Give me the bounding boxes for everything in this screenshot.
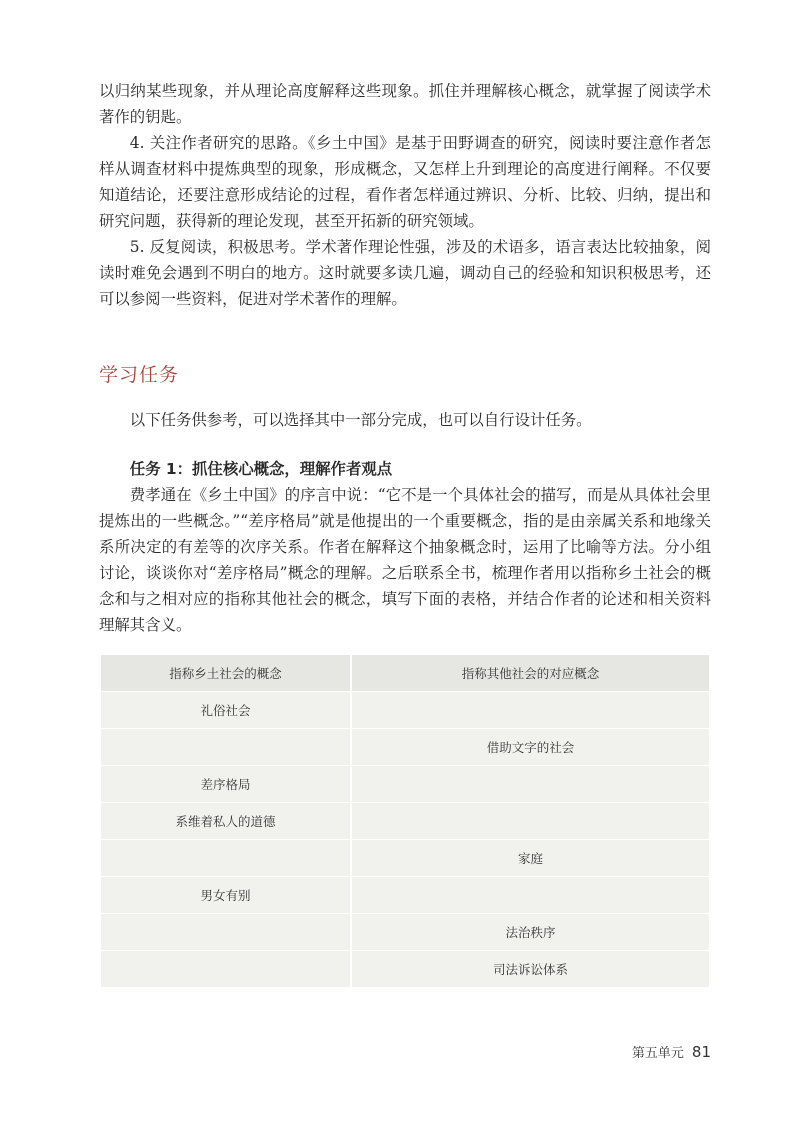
table-header-row [101,655,709,692]
table-header-other: 指称其他社会的对应概念 [352,655,709,692]
table-cell-other: 家庭 [352,840,709,877]
table-row [101,840,709,877]
table-cell-other: 司法诉讼体系 [352,951,709,988]
paragraph-point-4: 4. 关注作者研究的思路。《乡土中国》是基于田野调查的研究，阅读时要注意作者怎样从调查材料中提炼典型的现象，形成概念，又怎样上升到理论的高度进行阐释。不仅要知道结论，还要注意形成结论的过程，看作者怎样通过辨识、分析、比较、归纳，提出和研究问题，获得新的理论发现，甚至开拓新的研究领域。 [99,134,711,230]
table-cell-rural: 差序格局 [101,766,352,803]
paragraph-point-5: 5. 反复阅读，积极思考。学术著作理论性强，涉及的术语多，语言表达比较抽象，阅读时难免会遇到不明白的地方。这时就要多读几遍，调动自己的经验和知识积极思考，还可以参阅一些资料，促进对学术著作的理解。 [99,238,711,308]
table-cell-other [352,803,709,840]
section-title: 学习任务 [99,364,180,386]
task-1 [99,456,711,638]
concept-table [101,655,709,988]
table-cell-rural [101,840,352,877]
table-row [101,692,709,729]
table-cell-rural [101,729,352,766]
unit-label: 第五单元 [631,1046,684,1061]
table-row [101,766,709,803]
table-cell-other [352,877,709,914]
section-intro-block [99,407,711,433]
section-intro: 以下任务供参考，可以选择其中一部分完成，也可以自行设计任务。 [129,411,592,429]
table-row [101,729,709,766]
table-row [101,914,709,951]
table-cell-rural: 男女有别 [101,877,352,914]
table-cell-other [352,766,709,803]
task-1-text: 费孝通在《乡土中国》的序言中说：“它不是一个具体社会的描写，而是从具体社会里提炼出的一些概念。”“差序格局”就是他提出的一个重要概念，指的是由亲属关系和地缘关系所决定的有差等的次序关系。作者在解释这个抽象概念时，运用了比喻等方法。分小组讨论，谈谈你对“差序格局”概念的理解。之后联系全书，梳理作者用以指称乡土社会的概念和与之相对应的指称其他社会的概念，填写下面的表格，并结合作者的论述和相关资料理解其含义。 [99,486,711,634]
table-row [101,877,709,914]
table-cell-other: 法治秩序 [352,914,709,951]
table-header-rural: 指称乡土社会的概念 [101,655,352,692]
task-1-title: 任务 1：抓住核心概念，理解作者观点 [129,460,393,478]
body-text [99,78,711,312]
table-row [101,803,709,840]
table-row [101,951,709,988]
table-cell-other: 借助文字的社会 [352,729,709,766]
table-cell-rural: 礼俗社会 [101,692,352,729]
table-cell-other [352,692,709,729]
table-cell-rural [101,914,352,951]
page-number: 81 [691,1043,711,1061]
paragraph-continuation: 以归纳某些现象，并从理论高度解释这些现象。抓住并理解核心概念，就掌握了阅读学术著作的钥匙。 [99,82,711,126]
table-cell-rural [101,951,352,988]
page-footer [632,1042,711,1061]
table-cell-rural: 系维着私人的道德 [101,803,352,840]
